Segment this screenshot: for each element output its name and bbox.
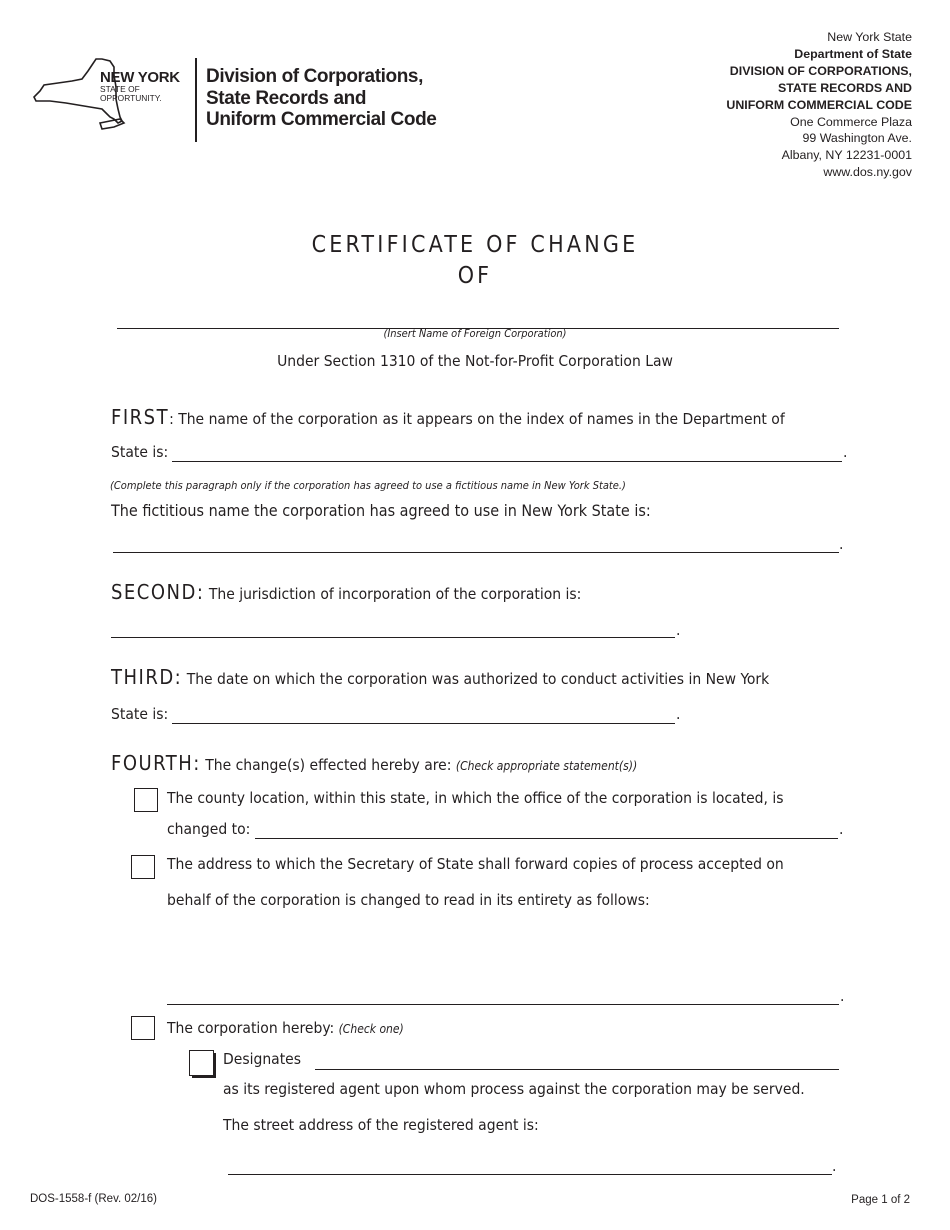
first-period: .: [843, 443, 848, 461]
fictitious-note: (Complete this paragraph only if the corporation has agreed to use a fictitious name in New York State.): [110, 479, 626, 492]
county-change-checkbox[interactable]: [134, 788, 158, 812]
check-one-hint: (Check one): [338, 1022, 404, 1036]
registered-agent-line: [167, 1019, 404, 1037]
county-period: .: [839, 820, 844, 838]
second-paragraph: [111, 580, 581, 604]
county-change-text-2: changed to:: [167, 820, 251, 838]
address-department: Department of State: [794, 46, 912, 61]
fictitious-period: .: [839, 535, 844, 553]
statute-reference: Under Section 1310 of the Not-for-Profit Corporation Law: [277, 352, 673, 370]
jurisdiction-field[interactable]: [111, 637, 675, 638]
agent-description: as its registered agent upon whom process against the corporation may be served.: [223, 1080, 805, 1098]
logo-tagline-1: STATE OF: [100, 84, 140, 94]
second-label: SECOND:: [111, 580, 205, 604]
division-name: [206, 66, 436, 131]
address-division-1: DIVISION OF CORPORATIONS,: [729, 63, 912, 78]
form-id: DOS-1558-f (Rev. 02/16): [30, 1193, 157, 1205]
process-address-checkbox[interactable]: [131, 855, 155, 879]
second-text: The jurisdiction of incorporation of the corporation is:: [208, 585, 582, 603]
second-period: .: [676, 621, 681, 639]
county-field[interactable]: [255, 838, 838, 839]
index-name-field[interactable]: [172, 461, 842, 462]
authorization-date-field[interactable]: [172, 723, 675, 724]
division-line-3: Uniform Commercial Code: [206, 109, 437, 130]
process-address-period: .: [840, 987, 845, 1005]
address-street-1: One Commerce Plaza: [790, 114, 912, 129]
first-text-1: : The name of the corporation as it appears on the index of names in the Department of: [169, 410, 785, 428]
registered-agent-text: The corporation hereby:: [167, 1019, 335, 1037]
fourth-text: The change(s) effected hereby are:: [205, 756, 452, 774]
fourth-label: FOURTH:: [111, 751, 201, 775]
address-web: www.dos.ny.gov: [823, 165, 912, 180]
third-text-2: State is:: [111, 705, 169, 723]
agent-street-address-field[interactable]: [228, 1174, 832, 1175]
process-address-field[interactable]: [167, 1004, 839, 1005]
third-period: .: [676, 705, 681, 723]
process-address-text-2: behalf of the corporation is changed to read in its entirety as follows:: [167, 891, 650, 909]
fictitious-name-label: The fictitious name the corporation has agreed to use in New York State is:: [111, 501, 651, 520]
first-paragraph-line-1: [111, 405, 785, 429]
form-title-line-2: OF: [457, 263, 493, 289]
address-state: New York State: [827, 30, 912, 44]
page-number: Page 1 of 2: [851, 1194, 910, 1206]
logo-state-name: NEW YORK: [100, 69, 180, 86]
third-text-1: The date on which the corporation was authorized to conduct activities in New York: [186, 670, 770, 688]
process-address-text-1: The address to which the Secretary of State shall forward copies of process accepted on: [167, 855, 784, 873]
division-line-1: Division of Corporations,: [206, 66, 423, 87]
form-title-line-1: CERTIFICATE OF CHANGE: [311, 232, 639, 258]
address-street-2: 99 Washington Ave.: [802, 131, 912, 146]
street-address-label: The street address of the registered agent is:: [223, 1116, 539, 1134]
fourth-hint: (Check appropriate statement(s)): [455, 759, 638, 773]
address-division-3: UNIFORM COMMERCIAL CODE: [726, 97, 912, 112]
insert-name-hint: (Insert Name of Foreign Corporation): [383, 327, 567, 340]
county-change-text-1: The county location, within this state, in which the office of the corporation is located, is: [167, 789, 784, 807]
form-title: [0, 230, 950, 292]
address-city: Albany, NY 12231-0001: [781, 148, 912, 163]
fourth-paragraph: [111, 751, 637, 775]
agency-address: [726, 29, 912, 181]
address-division-2: STATE RECORDS AND: [777, 80, 912, 95]
designates-label: Designates: [223, 1050, 302, 1068]
division-line-2: State Records and: [206, 87, 367, 109]
first-text-2: State is:: [111, 443, 169, 461]
third-paragraph-line-1: [111, 665, 769, 689]
logo-tagline-2: OPPORTUNITY.: [100, 93, 162, 103]
registered-agent-name-field[interactable]: [315, 1069, 839, 1070]
registered-agent-checkbox[interactable]: [131, 1016, 155, 1040]
designates-checkbox[interactable]: [189, 1050, 214, 1076]
first-label: FIRST: [111, 405, 170, 429]
third-label: THIRD:: [111, 665, 183, 689]
street-address-period: .: [832, 1157, 837, 1175]
logo-divider: [195, 58, 197, 142]
fictitious-name-field[interactable]: [113, 552, 839, 553]
